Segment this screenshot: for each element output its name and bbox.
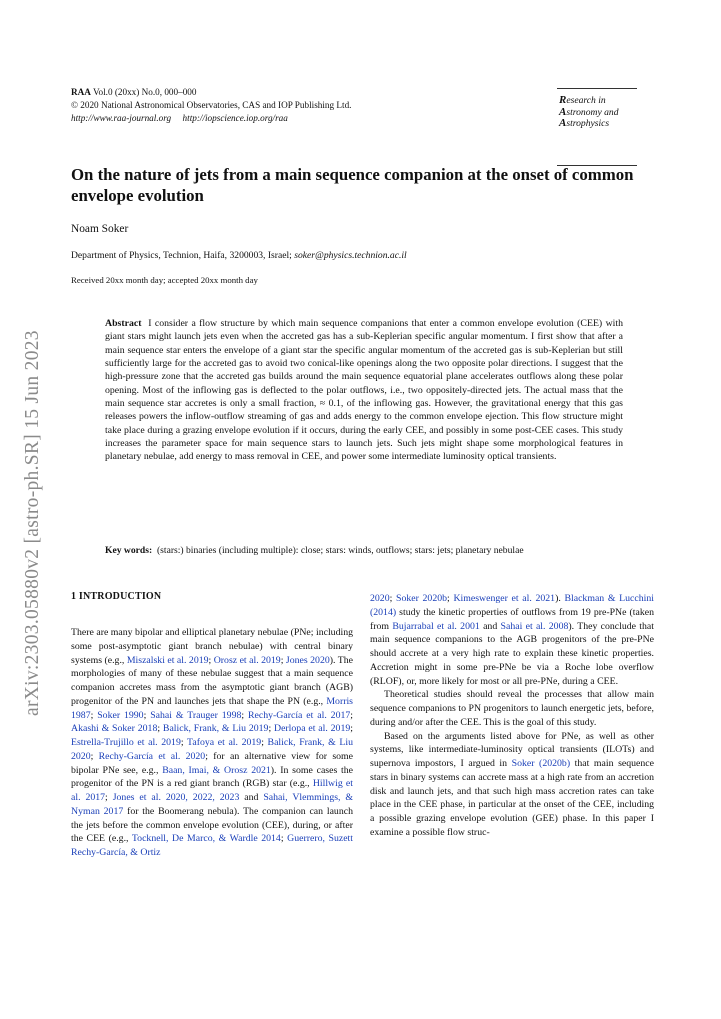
journal-urls bbox=[71, 112, 491, 125]
paragraph-text: ; bbox=[241, 709, 248, 721]
keywords bbox=[105, 545, 665, 556]
affiliation-text: Department of Physics, Technion, Haifa, 3200003, Israel; bbox=[71, 250, 292, 261]
paragraph-text: ; bbox=[350, 723, 353, 735]
arxiv-stamp-text[interactable]: arXiv:2303.05880v2 [astro-ph.SR] 15 Jun 2023 bbox=[22, 330, 43, 716]
citation-link[interactable]: Orosz et al. 2019 bbox=[213, 654, 281, 666]
abstract-label: Abstract bbox=[105, 318, 142, 329]
citation-link[interactable]: Guerrero, Suzett Rechy-García, & Ortiz bbox=[71, 833, 354, 858]
citation-link[interactable]: Balick, Frank, & Liu 2019 bbox=[162, 723, 269, 735]
citation-link[interactable]: 2020 bbox=[370, 593, 390, 604]
paragraph-text: Based on the arguments listed above for PNe, as well as other systems, like intermediate-luminosity optical transients (ILOTs) and supernova impostors, I argued in bbox=[370, 730, 654, 769]
paragraph-text: and bbox=[239, 792, 264, 803]
citation-link[interactable]: Miszalski et al. 2019 bbox=[126, 654, 209, 666]
citation-link[interactable]: Morris 1987 bbox=[71, 695, 353, 721]
citation-link[interactable]: Jones 2020 bbox=[285, 654, 330, 666]
paragraph-text: ; bbox=[268, 723, 274, 735]
citation-link[interactable]: Hillwig et al. 2017 bbox=[71, 778, 353, 803]
paragraph-text: ; bbox=[350, 709, 354, 721]
paragraph-text: ; bbox=[447, 593, 454, 604]
paragraph-text: ; bbox=[180, 737, 188, 748]
citation-link[interactable]: Sahai, Vlemmings, & Nyman 2017 bbox=[71, 792, 354, 817]
paragraph-text: and bbox=[479, 620, 501, 632]
citation-link[interactable]: Tafoya et al. 2019 bbox=[187, 737, 262, 748]
citation-link[interactable]: Tocknell, De Marco, & Wardle 2014 bbox=[131, 833, 281, 845]
citation-link[interactable]: Soker 1990 bbox=[97, 709, 144, 721]
citation-link[interactable]: Soker (2020b) bbox=[511, 758, 571, 769]
author-email[interactable]: soker@physics.technion.ac.il bbox=[294, 250, 407, 261]
paragraph-text: ; bbox=[208, 654, 214, 666]
journal-volume-line bbox=[71, 86, 491, 99]
paragraph-text: There are many bipolar and elliptical planetary nebulae (PNe; including some post-asymptotic giant branch nebulae) with central binary systems (e.g., bbox=[71, 627, 353, 666]
paragraph-text: ; bbox=[157, 723, 163, 735]
paragraph-text: ; bbox=[280, 654, 286, 666]
right-column bbox=[370, 592, 654, 840]
citation-link[interactable]: Balick, Frank, & Liu 2020 bbox=[71, 737, 353, 762]
keywords-label: Key words: bbox=[105, 545, 153, 556]
citation-link[interactable]: Kimeswenger et al. 2021 bbox=[453, 593, 556, 604]
abstract bbox=[105, 317, 623, 464]
paragraph bbox=[370, 688, 654, 729]
journal-url-2[interactable]: http://iopscience.iop.org/raa bbox=[182, 113, 288, 123]
author-name: Noam Soker bbox=[71, 223, 129, 235]
journal-logo-box bbox=[557, 88, 637, 166]
citation-link[interactable]: Estrella-Trujillo et al. 2019 bbox=[71, 737, 181, 748]
left-column bbox=[71, 626, 353, 860]
citation-link[interactable]: Sahai et al. 2008 bbox=[500, 620, 569, 632]
journal-volume: Vol.0 (20xx) No.0, 000–000 bbox=[93, 87, 197, 97]
paragraph-text: ; for an alternative view for some bipolar PNe see, e.g., bbox=[71, 750, 353, 776]
arxiv-stamp bbox=[20, 298, 46, 718]
paragraph-text: Theoretical studies should reveal the processes that allow main sequence companions to PN progenitors to launch energetic jets, before, during and/or after the CEE. This is the goal of this study. bbox=[370, 689, 654, 728]
paper-title: On the nature of jets from a main sequence companion at the onset of common envelope evolution bbox=[71, 165, 634, 205]
paragraph-text: ; bbox=[143, 709, 151, 721]
paragraph-text: ; bbox=[389, 593, 396, 604]
citation-link[interactable]: Sahai & Trauger 1998 bbox=[150, 709, 242, 721]
copyright-line: © 2020 National Astronomical Observatories, CAS and IOP Publishing Ltd. bbox=[71, 100, 352, 110]
keywords-text: (stars:) binaries (including multiple): close; stars: winds, outflows; stars: jets; planetary nebulae bbox=[156, 545, 524, 556]
paragraph-text: ; bbox=[90, 750, 99, 762]
citation-link[interactable]: Akashi & Soker 2018 bbox=[71, 723, 158, 735]
received-dates: Received 20xx month day; accepted 20xx month day bbox=[71, 275, 258, 285]
paragraph bbox=[370, 730, 654, 840]
citation-link[interactable]: Rechy-García et al. 2017 bbox=[248, 709, 351, 721]
abstract-text: I consider a flow structure by which main sequence companions that enter a common envelope evolution (CEE) with giant stars might launch jets even when the accreted gas has a sub-Keplerian specific angular momentum. I first show that after a main sequence star enters the envelope of a giant star the specific angular momentum of the accreted gas is sub-Keplerian but still sufficiently large for the accreted gas to avoid two conical-like openings along the two opposite polar directions. I suggest that the high-pressure zone that the accreted gas builds around the main sequence equatorial plane accelerates outflows along these polar opening. Most of the inflowing gas is deflected to the polar outflows, i.e., two oppositely-directed jets. The actual mass that the main sequence star accretes is only a small fraction, ≈ 0.1, of the inflowing gas. However, the gravitational energy that this gas releases powers the inflow-outflow streaming of gas and adds energy to the common envelope ejection. This flow structure might take place during a grazing envelope evolution if it occurs, during the early CEE, and possibly in some post-CEE cases. This study increases the parameter space for main sequence stars to launch jets. Such jets might shape some morphological features in planetary nebulae, add energy to mass removal in CEE, and power some intermediate luminosity optical transients. bbox=[105, 318, 623, 463]
journal-url-1[interactable]: http://www.raa-journal.org bbox=[71, 113, 172, 123]
paragraph-text: ). They conclude that main sequence companions to the AGB progenitors of the pre-PNe should accrete at a very high rate to explain these kinetic properties. Accretion might in some pre-PNe be via a Roche lobe overflow (RLOF), or, more likely for most or all pre-PNe, during a CEE. bbox=[370, 620, 654, 687]
paragraph-text: ; bbox=[105, 792, 113, 803]
paragraph-text: study the kinetic properties of outflows from 19 pre-PNe (taken from bbox=[370, 606, 654, 632]
paragraph bbox=[71, 626, 353, 860]
citation-link[interactable]: Baan, Imai, & Orosz 2021 bbox=[162, 764, 271, 776]
paragraph bbox=[370, 592, 654, 688]
paragraph-text: that main sequence stars in binary systems can accrete mass at a high rate from an accretion disk and launch jets, and that such high mass accretion rates can take place in the CEE phase, in particular at the onset of the CEE, including a possible grazing envelope evolution (GEE) phase. In this paper I examine a possible flow struc- bbox=[370, 758, 654, 838]
logo-top-rule bbox=[557, 88, 637, 89]
paragraph-text: ; bbox=[90, 709, 98, 721]
citation-link[interactable]: Bujarrabal et al. 2001 bbox=[392, 620, 480, 632]
paragraph-text: ). The morphologies of many of these nebulae suggest that a main sequence companion accretes mass from the asymptotic giant branch (AGB) progenitor of the PN and launches jets that shape the PN (e.g., bbox=[71, 654, 354, 707]
section-heading: 1 INTRODUCTION bbox=[71, 591, 162, 602]
paragraph-text: for the Boomerang nebula). The companion can launch the jets before the common envelope evolution (CEE), during, or after the CEE (e.g., bbox=[71, 805, 353, 845]
journal-header bbox=[71, 86, 491, 125]
paragraph-text: ; bbox=[280, 833, 288, 845]
paragraph-text: ). bbox=[555, 593, 565, 604]
citation-link[interactable]: Soker 2020b bbox=[396, 593, 448, 604]
citation-link[interactable]: Rechy-García et al. 2020 bbox=[98, 750, 206, 762]
citation-link[interactable]: Derlopa et al. 2019 bbox=[274, 723, 351, 735]
citation-link[interactable]: Jones et al. 2020, 2022, 2023 bbox=[112, 792, 240, 803]
paragraph-text: ). In some cases the progenitor of the PN is a red giant branch (RGB) star (e.g., bbox=[71, 764, 353, 790]
citation-link[interactable]: Blackman & Lucchini (2014) bbox=[370, 593, 654, 618]
journal-name: RAA bbox=[71, 87, 91, 97]
paragraph-text: ; bbox=[261, 737, 268, 748]
journal-logo: Research in Astronomy and Astrophysics bbox=[559, 94, 619, 129]
affiliation bbox=[71, 250, 407, 261]
